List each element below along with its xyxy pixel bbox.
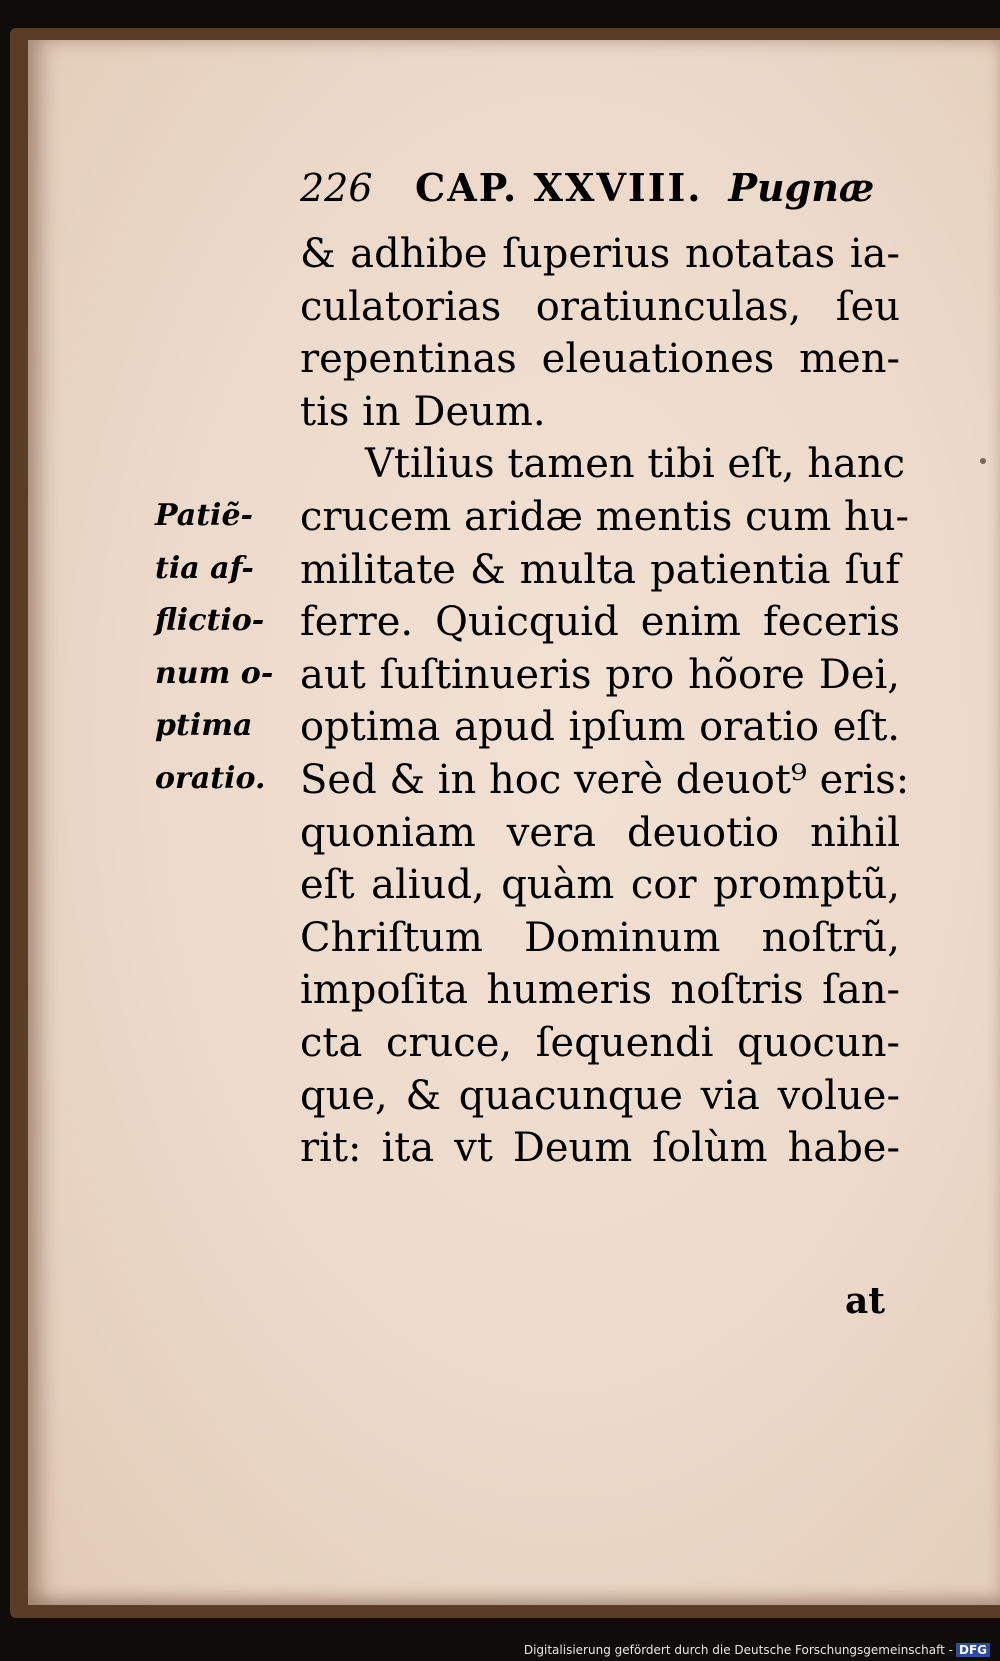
- body-text: [300, 228, 910, 1175]
- text-line: que, & quacunque via volue-: [300, 1072, 900, 1119]
- digitization-credit: [524, 1643, 990, 1657]
- text-line: ferre. Quicquid enim feceris: [300, 599, 900, 646]
- credit-text: Digitalisierung gefördert durch die Deutsche Forschungsgemeinschaft -: [523, 1643, 953, 1657]
- text-line: quoniam vera deuotio nihil: [300, 809, 900, 856]
- margin-note-line: tia af-: [155, 550, 254, 586]
- text-line: repentinas eleuationes men-: [300, 336, 900, 383]
- catchword: at: [845, 1280, 885, 1322]
- chapter-label: CAP. XXVIII.: [415, 165, 703, 210]
- text-line: militate & multa patientia ſuf: [300, 546, 900, 593]
- text-line: rit: ita vt Deum ſolùm habe-: [300, 1125, 900, 1172]
- text-line: & adhibe ſuperius notatas ia-: [300, 231, 900, 277]
- text-line: Sed & in hoc verè deuot⁹ eris:: [300, 756, 910, 803]
- margin-note-line: flictio-: [155, 603, 265, 639]
- text-line: culatorias oratiunculas, ſeu: [300, 283, 900, 330]
- text-line: optima apud ipſum oratio eſt.: [300, 704, 900, 751]
- text-line: eſt aliud, quàm cor promptũ,: [300, 862, 900, 909]
- text-line: crucem aridæ mentis cum hu-: [300, 493, 910, 540]
- text-line: Vtilius tamen tibi eſt, hanc: [365, 441, 906, 488]
- text-line: aut ſuſtinueris pro hõore Dei,: [300, 651, 900, 698]
- margin-note-line: oratio.: [155, 760, 266, 796]
- page-number: 226: [300, 166, 373, 210]
- text-line: impoſita humeris noſtris ſan-: [300, 967, 900, 1014]
- margin-note-line: ptima: [155, 708, 253, 744]
- margin-note-line: num o-: [155, 655, 274, 691]
- margin-note: [155, 490, 290, 806]
- running-header: [300, 158, 900, 218]
- text-line: cta cruce, ſequendi quocun-: [300, 1019, 900, 1066]
- dfg-logo: DFG: [956, 1643, 990, 1657]
- running-title: Pugnæ: [728, 165, 875, 210]
- text-line: tis in Deum.: [300, 388, 546, 435]
- margin-note-line: Patiẽ-: [155, 498, 253, 533]
- paper-speck: [980, 458, 986, 464]
- text-line: Chriſtum Dominum noſtrũ,: [300, 914, 900, 961]
